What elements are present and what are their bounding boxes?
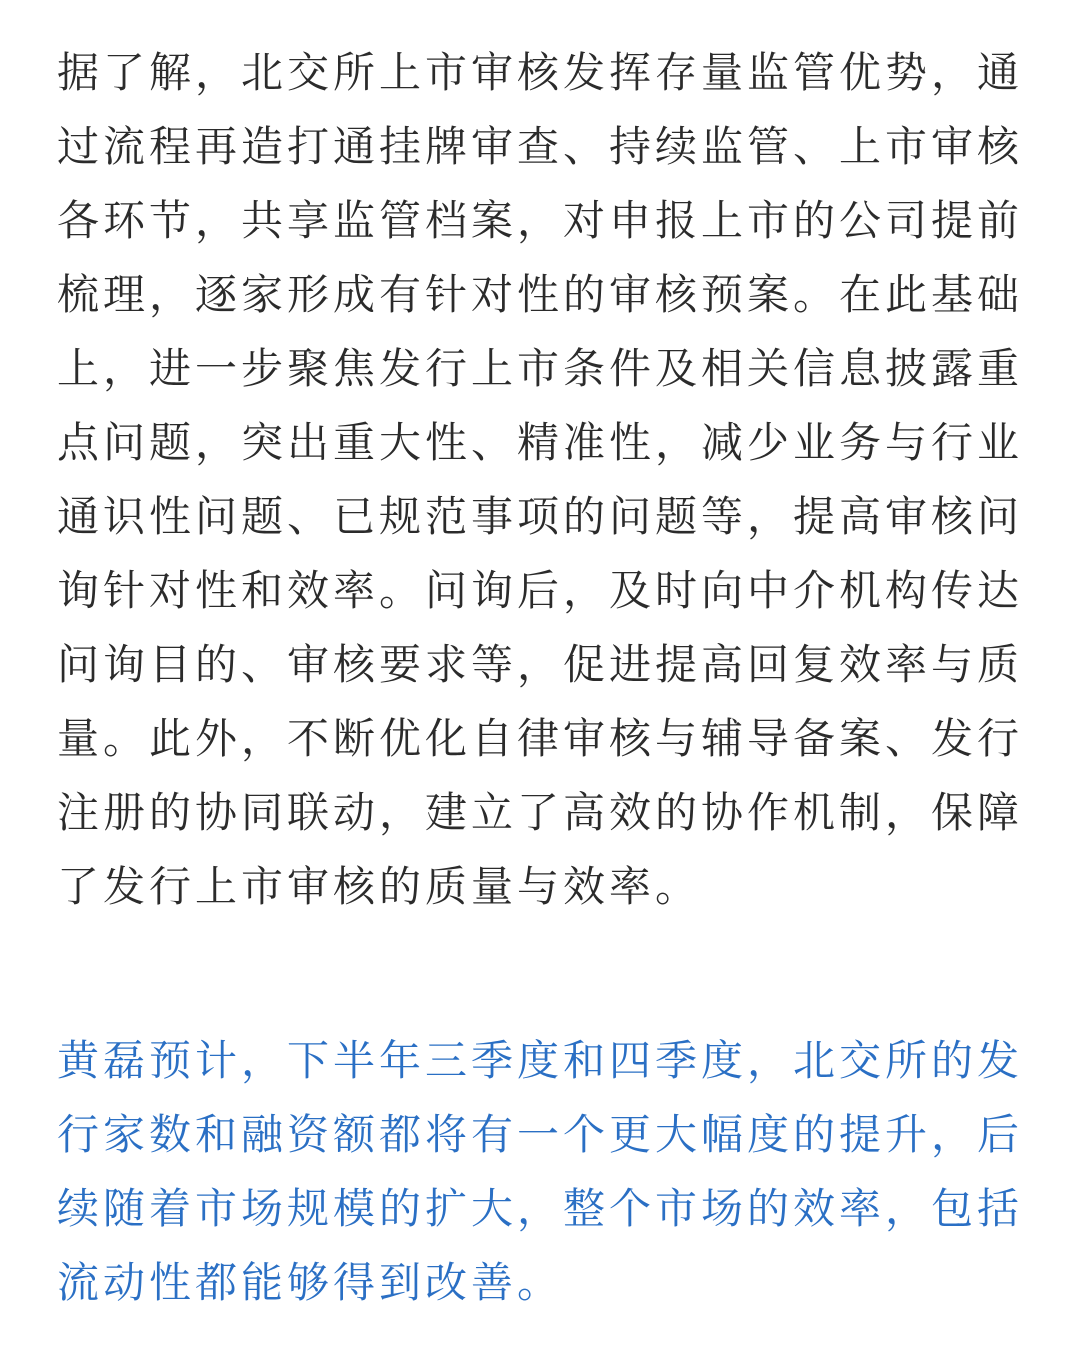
article-body <box>57 36 1023 1320</box>
paragraph-review-process: 据了解，北交所上市审核发挥存量监管优势，通过流程再造打通挂牌审查、持续监管、上市审核各环节，共享监管档案，对申报上市的公司提前梳理，逐家形成有针对性的审核预案。在此基础上，进一步聚焦发行上市条件及相关信息披露重点问题，突出重大性、精准性，减少业务与行业通识性问题、已规范事项的问题等，提高审核问询针对性和效率。问询后，及时向中介机构传达问询目的、审核要求等，促进提高回复效率与质量。此外，不断优化自律审核与辅导备案、发行注册的协同联动，建立了高效的协作机制，保障了发行上市审核的质量与效率。 <box>57 48 1024 911</box>
paragraph-forecast-quote: 黄磊预计，下半年三季度和四季度，北交所的发行家数和融资额都将有一个更大幅度的提升，后续随着市场规模的扩大，整个市场的效率，包括流动性都能够得到改善。 <box>57 1036 1024 1307</box>
